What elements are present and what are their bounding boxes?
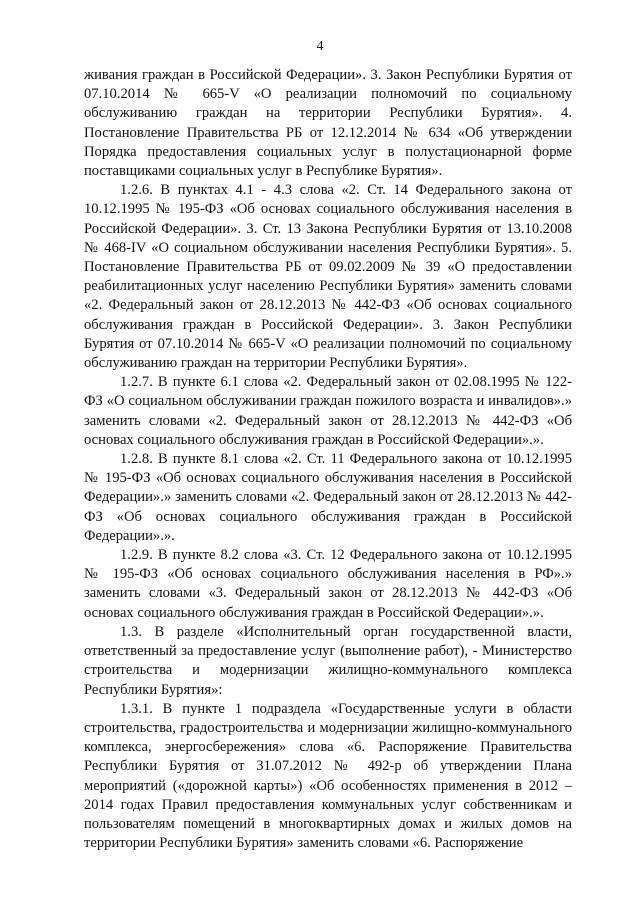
paragraph-1-3-1: 1.3.1. В пункте 1 подраздела «Государственные услуги в области строительства, градостроительства и модернизации жилищно-коммунального комплекса, энергосбережения» слова «6. Распоряжение Правительства Республики Бурятия от 31.07.2012 № 492-р об утверждении Плана мероприятий («дорожной карты») «Об особенностях применения в 2012 – 2014 годах Правил предоставления коммунальных услуг собственникам и пользователям помещений в многоквартирных домах и жилых домов на территории Республики Бурятия» заменить словами «6. Распоряжение <box>84 700 572 852</box>
document-body <box>84 66 572 853</box>
paragraph-1-2-8: 1.2.8. В пункте 8.1 слова «2. Ст. 11 Федерального закона от 10.12.1995 № 195-ФЗ «Об основах социального обслуживания населения в Российской Федерации».» заменить словами «2. Федеральный закон от 28.12.2013 № 442-ФЗ «Об основах социального обслуживания граждан в Российской Федерации».». <box>84 451 572 544</box>
paragraph-1-2-9: 1.2.9. В пункте 8.2 слова «3. Ст. 12 Федерального закона от 10.12.1995 № 195-ФЗ «Об основах социального обслуживания населения в РФ».» заменить словами «3. Федеральный закон от 28.12.2013 № 442-ФЗ «Об основах социального обслуживания граждан в Российской Федерации».». <box>84 547 572 621</box>
page-number: 4 <box>316 38 324 53</box>
paragraph-1-2-7: 1.2.7. В пункте 6.1 слова «2. Федеральный закон от 02.08.1995 № 122-ФЗ «О социальном обслуживании граждан пожилого возраста и инвалидов».» заменить словами «2. Федеральный закон от 28.12.2013 № 442-ФЗ «Об основах социального обслуживания граждан в Российской Федерации».». <box>84 374 572 448</box>
paragraph-1-3: 1.3. В разделе «Исполнительный орган государственной власти, ответственный за предоставление услуг (выполнение работ), - Министерство строительства и модернизации жилищно-коммунального комплекса Республики Бурятия»: <box>84 623 572 698</box>
paragraph-continuation: живания граждан в Российской Федерации». 3. Закон Республики Бурятия от 07.10.2014 № 665-V «О реализации полномочий по социальному обслуживанию граждан на территории Республики Бурятия». 4. Постановление Правительства РБ от 12.12.2014 № 634 «Об утверждении Порядка предоставления социальных услуг в полустационарной форме поставщиками социальных услуг в Республике Бурятия». <box>84 67 572 180</box>
paragraph-1-2-6: 1.2.6. В пунктах 4.1 - 4.3 слова «2. Ст. 14 Федерального закона от 10.12.1995 № 195-ФЗ «Об основах социального обслуживания населения в Российской Федерации». 3. Ст. 13 Закона Республики Бурятия от 13.10.2008 № 468-IV «О социальном обслуживании населения Республики Бурятия». 5. Постановление Правительства РБ от 09.02.2009 № 39 «О предоставлении реабилитационных услуг населению Республики Бурятия» заменить словами «2. Федеральный закон от 28.12.2013 № 442-ФЗ «Об основах социального обслуживания граждан в Российской Федерации». 3. Закон Республики Бурятия от 07.10.2014 № 665-V «О реализации полномочий по социальному обслуживанию граждан на территории Республики Бурятия». <box>84 182 572 372</box>
